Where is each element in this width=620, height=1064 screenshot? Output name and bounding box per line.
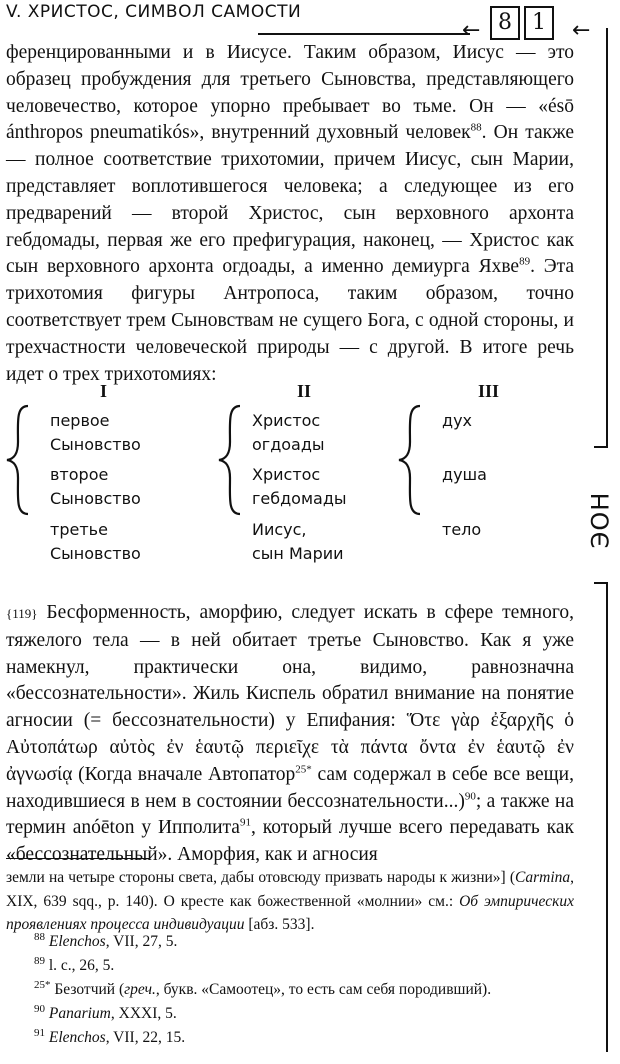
- footnote-ref-91: 91: [239, 816, 251, 829]
- para1-text-2: . Он также — полное соответствие трихотомии, причем Иисус, сын Марии, представляет воплотившегося человека; а следующее из его предварений — второй Христос, сын верховного архонта гебдомады, первая же его префигурация, наконец, — Христос как сын верховного архонта огдоады, а именно демиурга Яхве: [6, 122, 575, 278]
- footnote-title: Об эмпирических проявлениях процесса индивидуации: [6, 892, 574, 933]
- footnote-ref-88: 88: [470, 121, 482, 134]
- footnote-number: 25*: [34, 978, 51, 991]
- left-brace-icon: [4, 404, 32, 516]
- footnote-text: , XIX, 639 sqq., p. 140). О кресте как божественной «молнии» см.:: [6, 869, 574, 910]
- footnote-25: [34, 978, 574, 1002]
- footnote-title: Elenchos: [48, 933, 106, 950]
- footnote-90: [34, 1002, 574, 1026]
- running-title: V. ХРИСТОС, СИМВОЛ САМОСТИ: [6, 2, 302, 22]
- footnote-text: , VII, 22, 15.: [105, 1029, 186, 1046]
- footnote-number: 91: [34, 1026, 45, 1039]
- header-rule: [258, 33, 470, 35]
- footnote-text: Безотчий (: [54, 981, 125, 998]
- side-rail-bottom: [606, 582, 608, 1052]
- paragraph-2: [6, 600, 574, 869]
- footnote-ref-90: 90: [464, 790, 476, 803]
- table-cell: Христос: [252, 465, 321, 484]
- para2-text-4: , который лучше всего передавать как «бессознательный». Аморфия, как и агносия: [6, 817, 574, 866]
- table-cell: первое: [50, 411, 110, 430]
- column-heading-1: I: [100, 381, 108, 401]
- table-cell: душа: [442, 465, 487, 484]
- side-label-text: ЭОН: [586, 491, 615, 549]
- left-brace-icon: [216, 404, 244, 516]
- left-brace-icon: [396, 404, 424, 516]
- footnote-text: l. c., 26, 5.: [48, 957, 115, 974]
- page-number-digit-2: 1: [524, 6, 554, 40]
- footnote-abbrev: греч.: [124, 981, 156, 998]
- table-cell: огдоады: [252, 435, 325, 454]
- footnote-text: земли на четыре стороны света, дабы отовсюду призвать народы к жизни»] (: [6, 869, 515, 886]
- para2-text-2: сам содержал в себе все вещи, находившиеся в нем в состоянии бессознательности...): [6, 763, 574, 812]
- arrow-right-icon: ←: [572, 18, 591, 43]
- table-cell: тело: [442, 520, 482, 539]
- table-cell: Сыновство: [50, 489, 141, 508]
- column-heading-3: III: [478, 381, 500, 401]
- footnote-number: 90: [34, 1002, 45, 1015]
- arrow-left-icon: ←: [462, 18, 481, 43]
- para1-text-3: . Эта трихотомия фигуры Антропоса, таким образом, точно соответствует трем Сыновствам не сущего Бога, с одной стороны, и трехчастности человеческой природы — с другой. В итоге речь идет о трех трихотомиях:: [6, 256, 574, 385]
- footnote-text: , XXXI, 5.: [110, 1005, 177, 1022]
- footnote-ref-25: 25*: [295, 763, 312, 776]
- table-cell: Сыновство: [50, 544, 141, 563]
- footnote-ref-89: 89: [519, 255, 531, 268]
- table-cell: второе: [50, 465, 109, 484]
- footnote-rule: [6, 858, 150, 859]
- footnote-title: Carmina: [515, 869, 571, 886]
- table-cell: Иисус,: [252, 520, 307, 539]
- table-cell: Сыновство: [50, 435, 141, 454]
- side-rail-top: [606, 28, 608, 448]
- table-cell: гебдомады: [252, 489, 347, 508]
- footnote-number: 88: [34, 930, 45, 943]
- table-cell: третье: [50, 520, 108, 539]
- footnote-text: , VII, 27, 5.: [105, 933, 178, 950]
- side-rail-top-cap: [594, 446, 608, 448]
- footnote-continuation: [6, 866, 574, 937]
- footnote-number: 89: [34, 954, 45, 967]
- table-cell: дух: [442, 411, 472, 430]
- footnote-text: [абз. 533].: [244, 916, 315, 933]
- footnote-91: [34, 1026, 574, 1050]
- footnote-89: [34, 954, 574, 978]
- para2-text-1: Бесформенность, аморфию, следует искать в сфере темного, тяжелого тела — в ней обитает третье Сыновство. Как я уже намекнул, практически она, видимо, равнозначна «бессознательности». Жиль Киспель обратил внимание на понятие агносии (= бессознательности) у Епифания: Ὅτε γὰρ ἐξαρχῆς ὁ Αὐτοπάτωρ αὐτὸς ἐν ἑαυτῷ περιεῖχε τὰ πάντα ὄντα ἐν ἑαυτῷ ἐν ἀγνωσίᾳ (Когда вначале Автопатор: [6, 602, 574, 785]
- paragraph-1: [6, 40, 574, 388]
- footnote-text: , букв. «Самоотец», то есть сам себя породивший).: [155, 981, 492, 998]
- table-cell: Христос: [252, 411, 321, 430]
- paragraph-number: {119}: [6, 606, 38, 621]
- page-number-digit-1: 8: [490, 6, 520, 40]
- para1-text-1: ференцированными и в Иисусе. Таким образом, Иисус — это образец пробуждения для третьего Сыновства, представляющего человечество, которое упорно пребывает во тьме. Он — «ésō ánthropos pneumatikós», внутренний духовный человек: [6, 42, 574, 144]
- table-cell: сын Марии: [252, 544, 344, 563]
- footnote-title: Panarium: [48, 1005, 111, 1022]
- footnote-title: Elenchos: [48, 1029, 106, 1046]
- footnote-88: [34, 930, 574, 954]
- side-label: [578, 470, 620, 570]
- column-heading-2: II: [297, 381, 312, 401]
- para2-text-3: ; а также на термин anóēton у Ипполита: [6, 790, 574, 839]
